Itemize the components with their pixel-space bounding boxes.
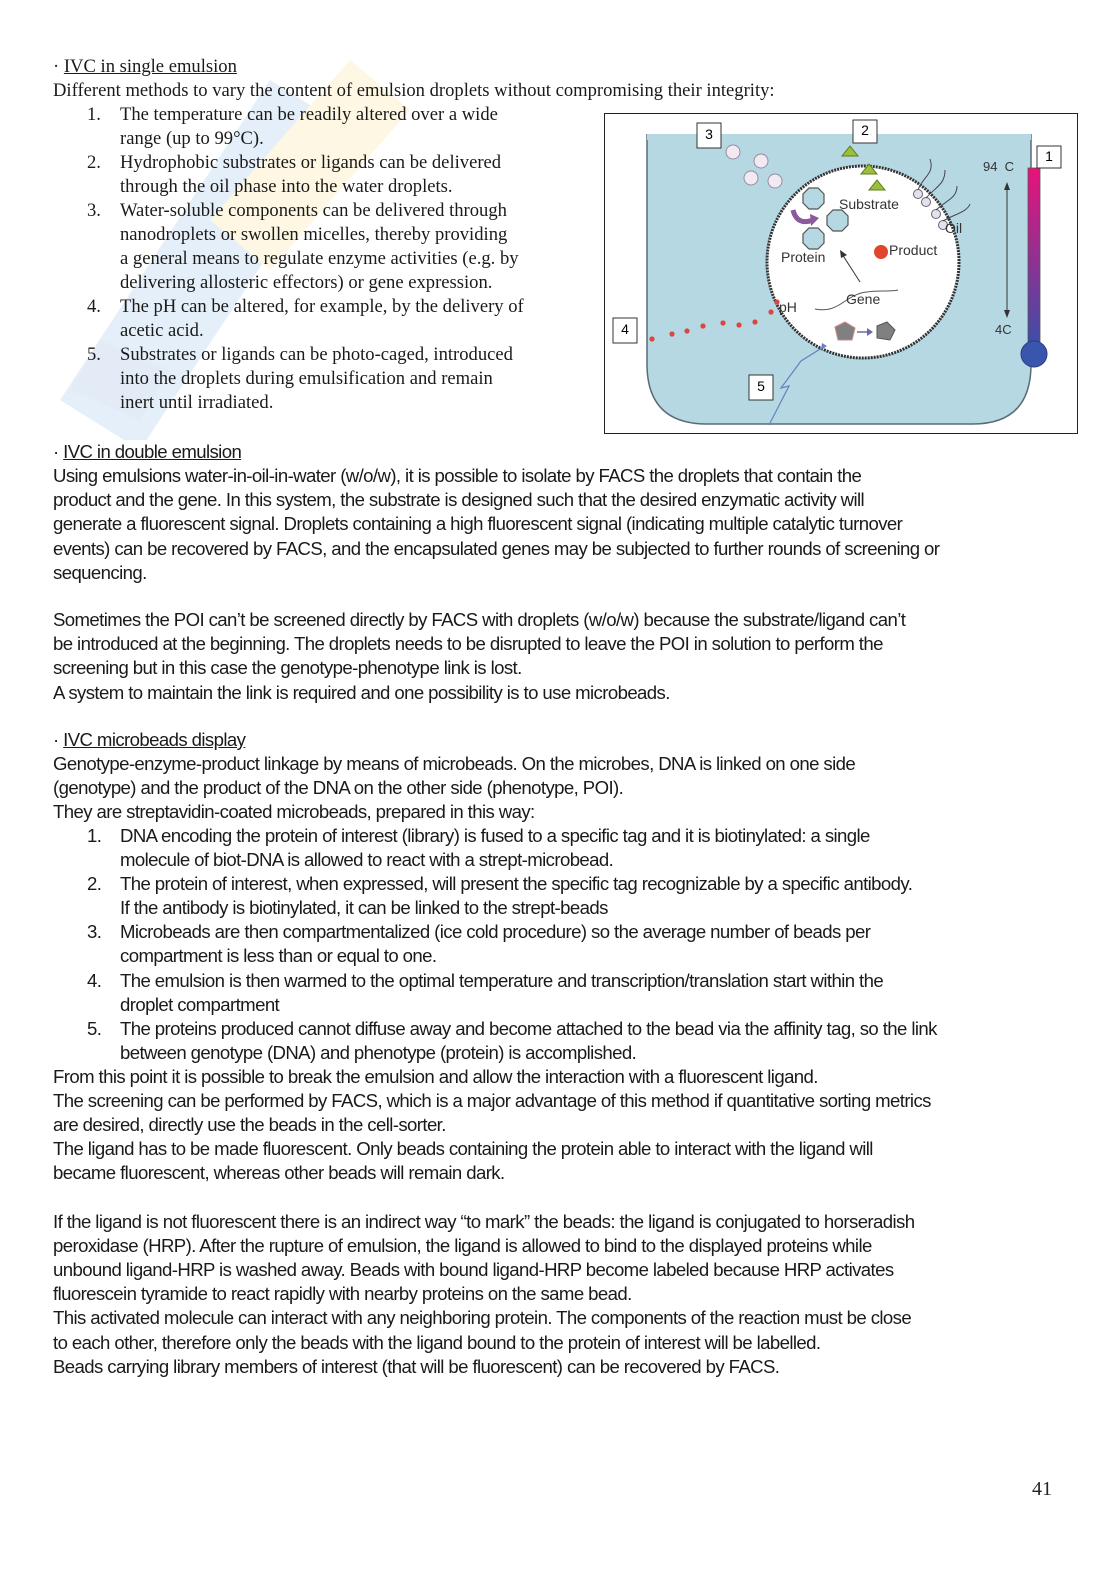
list-number: 1. [87, 825, 102, 846]
text-line: (genotype) and the product of the DNA on the other side (phenotype, POI). [53, 777, 624, 799]
list-item-text: The temperature can be readily altered over a wide [120, 104, 498, 125]
list-item-text: Microbeads are then compartmentalized (ice cold procedure) so the average number of beads per [120, 921, 871, 943]
list-number: 5. [87, 344, 101, 365]
label-ph: pH [779, 299, 797, 315]
section-heading-single-emulsion [53, 55, 237, 79]
text-line: This activated molecule can interact with any neighboring protein. The components of the reaction must be close [53, 1307, 912, 1329]
text-line: They are streptavidin-coated microbeads, prepared in this way: [53, 801, 535, 823]
list-item-text: between genotype (DNA) and phenotype (protein) is accomplished. [120, 1041, 637, 1063]
list-item-text: delivering allosteric effectors) or gene expression. [120, 272, 493, 293]
label-temp-high: 94 C [983, 159, 1015, 174]
list-item-text: Hydrophobic substrates or ligands can be delivered [120, 152, 502, 173]
heading-text: IVC microbeads display [63, 729, 246, 750]
list-item-text: into the droplets during emulsification and remain [120, 368, 493, 389]
text-line: The screening can be performed by FACS, which is a major advantage of this method if quantitative sorting metrics [53, 1090, 931, 1112]
callout-1: 1 [1045, 148, 1053, 164]
section-heading-microbeads [53, 728, 245, 752]
list-item-text: Substrates or ligands can be photo-caged, introduced [120, 344, 513, 365]
text-line: The ligand has to be made fluorescent. Only beads containing the protein able to interact with the ligand will [53, 1138, 873, 1160]
list-item-text: If the antibody is biotinylated, it can be linked to the strept-beads [120, 897, 608, 919]
list-item-text: Water-soluble components can be delivered through [120, 200, 507, 221]
list-number: 2. [87, 873, 102, 895]
label-substrate: Substrate [839, 196, 899, 212]
text-line: Using emulsions water-in-oil-in-water (w/o/w), it is possible to isolate by FACS the droplets that contain the [53, 465, 862, 486]
text-line: to each other, therefore only the beads with the ligand bound to the protein of interest will be labelled. [53, 1331, 821, 1353]
list-number: 5. [87, 1017, 102, 1039]
label-oil: Oil [945, 220, 963, 236]
callout-4: 4 [621, 321, 629, 337]
list-item-text: nanodroplets or swollen micelles, thereby providing [120, 224, 508, 245]
list-item-text: The protein of interest, when expressed, will present the specific tag recognizable by a specific antibody. [120, 873, 913, 895]
text-line: be introduced at the beginning. The droplets needs to be disrupted to leave the POI in solution to perform the [53, 633, 883, 655]
text-line: sequencing. [53, 561, 147, 583]
page-number: 41 [1032, 1478, 1052, 1500]
list-number: 3. [87, 921, 102, 943]
list-item-text: DNA encoding the protein of interest (library) is fused to a specific tag and it is biotinylated: a single [120, 825, 870, 846]
list-item-text: inert until irradiated. [120, 392, 274, 413]
list-number: 4. [87, 296, 101, 317]
text-line: If the ligand is not fluorescent there is an indirect way “to mark” the beads: the ligand is conjugated to horseradish [53, 1211, 915, 1232]
text-line: A system to maintain the link is required and one possibility is to use microbeads. [53, 681, 670, 703]
callout-5: 5 [757, 378, 765, 394]
text-line: Beads carrying library members of interest (that will be fluorescent) can be recovered by FACS. [53, 1355, 780, 1377]
list-item-text: The proteins produced cannot diffuse away and become attached to the bead via the affinity tag, so the link [120, 1017, 937, 1039]
list-number: 1. [87, 104, 101, 125]
section-heading-double-emulsion [53, 440, 241, 464]
callout-2: 2 [861, 122, 869, 138]
label-temp-low: 4C [995, 322, 1012, 337]
list-item-text: acetic acid. [120, 320, 204, 341]
list-number: 3. [87, 200, 101, 221]
text-line: Sometimes the POI can’t be screened directly by FACS with droplets (w/o/w) because the substrate/ligand can’t [53, 609, 906, 630]
list-item-text: compartment is less than or equal to one. [120, 945, 437, 967]
text-line: Genotype-enzyme-product linkage by means of microbeads. On the microbes, DNA is linked on one side [53, 753, 856, 774]
list-item-text: range (up to 99°C). [120, 128, 264, 149]
text-line: are desired, directly use the beads in the cell-sorter. [53, 1114, 446, 1136]
text-line: screening but in this case the genotype-phenotype link is lost. [53, 657, 522, 679]
list-item-text: a general means to regulate enzyme activities (e.g. by [120, 248, 519, 269]
list-item-text: droplet compartment [120, 993, 280, 1015]
callout-3: 3 [705, 126, 713, 142]
text-line: From this point it is possible to break the emulsion and allow the interaction with a fluorescent ligand. [53, 1066, 818, 1087]
text-line: generate a fluorescent signal. Droplets containing a high fluorescent signal (indicating multiple catalytic turnover [53, 513, 903, 535]
list-number: 4. [87, 969, 102, 991]
single-emulsion-intro: Different methods to vary the content of emulsion droplets without compromising their integrity: [53, 80, 775, 101]
list-item-text: molecule of biot-DNA is allowed to react with a strept-microbead. [120, 849, 614, 871]
list-item-text: The emulsion is then warmed to the optimal temperature and transcription/translation start within the [120, 969, 884, 991]
text-line: became fluorescent, whereas other beads will remain dark. [53, 1162, 505, 1184]
text-line: fluorescein tyramide to react rapidly with nearby proteins on the same bead. [53, 1283, 632, 1305]
list-item-text: through the oil phase into the water droplets. [120, 176, 453, 197]
list-number: 2. [87, 152, 101, 173]
text-line: events) can be recovered by FACS, and the encapsulated genes may be subjected to further rounds of screening or [53, 537, 940, 559]
text-line: peroxidase (HRP). After the rupture of emulsion, the ligand is allowed to bind to the displayed proteins while [53, 1235, 872, 1257]
bullet: · [53, 441, 59, 462]
label-protein: Protein [781, 249, 826, 265]
list-item-text: The pH can be altered, for example, by the delivery of [120, 296, 524, 317]
label-gene: Gene [846, 291, 881, 307]
heading-text: IVC in double emulsion [63, 441, 242, 462]
bullet: · [53, 729, 59, 750]
label-product: Product [889, 242, 938, 258]
ivc-emulsion-figure [604, 113, 1078, 434]
bullet: · [53, 56, 60, 77]
text-line: product and the gene. In this system, the substrate is designed such that the desired enzymatic activity will [53, 489, 865, 511]
heading-text: IVC in single emulsion [63, 56, 237, 77]
text-line: unbound ligand-HRP is washed away. Beads with bound ligand-HRP become labeled because HRP activates [53, 1259, 894, 1281]
